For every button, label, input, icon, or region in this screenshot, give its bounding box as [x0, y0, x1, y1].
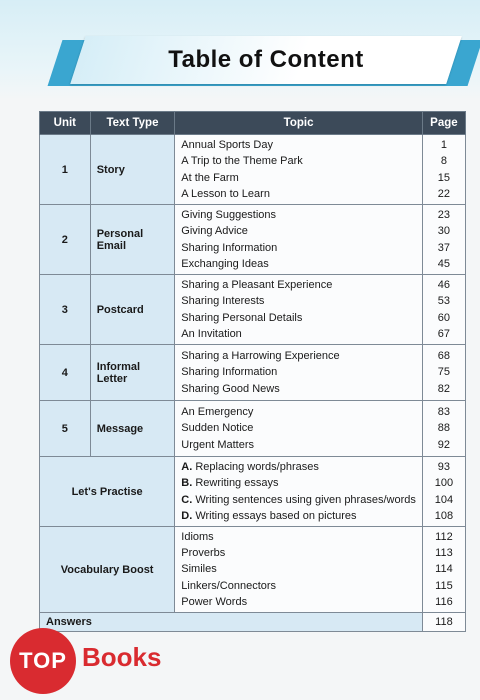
topic-item: An Invitation: [181, 327, 242, 340]
topic-item: A Trip to the Theme Park: [181, 155, 303, 168]
vocabulary-item: Power Words: [181, 595, 248, 608]
practise-text: Writing essays based on pictures: [195, 509, 357, 522]
page-number: 45: [437, 257, 451, 270]
practise-item: [181, 475, 416, 491]
header-text-type: Text Type: [90, 112, 175, 135]
topic-item: An Emergency: [181, 406, 254, 419]
unit-number: 3: [40, 275, 91, 345]
unit-row: [40, 345, 466, 401]
text-type: Postcard: [90, 275, 175, 345]
unit-number: 2: [40, 205, 91, 275]
topic-item: Sharing Personal Details: [181, 311, 303, 324]
page-number: 82: [437, 382, 451, 395]
topic-item: Sharing Interests: [181, 295, 265, 308]
unit-row: [40, 135, 466, 205]
page-number: 93: [437, 461, 451, 474]
topic-item: Sharing a Harrowing Experience: [181, 350, 340, 363]
topic-item: Giving Suggestions: [181, 209, 277, 222]
vocabulary-pages: [422, 527, 465, 613]
practise-label: Let's Practise: [40, 457, 175, 527]
page-number: 92: [437, 438, 451, 451]
practise-text: Writing sentences using given phrases/words: [195, 493, 416, 506]
page-number: 23: [437, 209, 451, 222]
practise-pages: [422, 457, 465, 527]
page-number: 88: [437, 422, 451, 435]
practise-text: Replacing words/phrases: [195, 461, 319, 474]
practise-text: Rewriting essays: [195, 477, 279, 490]
topic-list: [175, 401, 423, 457]
practise-letter: D.: [181, 509, 193, 522]
page-number: 67: [437, 327, 451, 340]
contents-table: [39, 111, 466, 632]
topic-item: Exchanging Ideas: [181, 257, 269, 270]
brand-badge: TOP: [10, 628, 76, 694]
vocabulary-label: Vocabulary Boost: [40, 527, 175, 613]
practise-item: [181, 492, 416, 508]
page-list: [422, 345, 465, 401]
unit-number: 4: [40, 345, 91, 401]
header-page: Page: [422, 112, 465, 135]
page-number: 68: [437, 350, 451, 363]
practise-letter: B.: [181, 477, 193, 490]
topic-item: A Lesson to Learn: [181, 187, 270, 200]
topic-list: [175, 275, 423, 345]
topic-item: At the Farm: [181, 171, 239, 184]
unit-number: 1: [40, 135, 91, 205]
topic-item: Sharing Good News: [181, 382, 280, 395]
topic-item: Sharing Information: [181, 241, 278, 254]
page-number: 112: [435, 530, 453, 543]
unit-row: [40, 205, 466, 275]
page-list: [422, 135, 465, 205]
answers-page: 118: [422, 613, 465, 632]
text-type: Story: [90, 135, 175, 205]
practise-item: [181, 508, 416, 524]
page-number: 83: [437, 406, 451, 419]
vocabulary-item: Similes: [181, 563, 217, 576]
topic-list: [175, 205, 423, 275]
vocabulary-list: [175, 527, 423, 613]
header-row: [40, 112, 466, 135]
unit-row: [40, 275, 466, 345]
page-number: 108: [434, 509, 454, 522]
topic-item: Urgent Matters: [181, 438, 255, 451]
topic-list: [175, 135, 423, 205]
text-type: Informal Letter: [90, 345, 175, 401]
answers-label: Answers: [40, 613, 423, 632]
page-number: 113: [435, 547, 453, 560]
vocabulary-item: Linkers/Connectors: [181, 579, 277, 592]
contents-body: [40, 135, 466, 632]
topic-item: Giving Advice: [181, 225, 248, 238]
header-topic: Topic: [175, 112, 423, 135]
topic-item: Annual Sports Day: [181, 139, 273, 152]
practise-letter: C.: [181, 493, 193, 506]
page-number: 8: [440, 155, 447, 168]
topic-item: Sharing Information: [181, 366, 278, 379]
practise-letter: A.: [181, 461, 193, 474]
practise-list: [175, 457, 423, 527]
page-number: 30: [437, 225, 451, 238]
page-number: 15: [437, 171, 451, 184]
brand-word: Books: [82, 642, 162, 672]
practise-item: [181, 459, 416, 475]
page-number: 37: [437, 241, 451, 254]
page-number: 60: [437, 311, 451, 324]
unit-number: 5: [40, 401, 91, 457]
topic-item: Sharing a Pleasant Experience: [181, 279, 333, 292]
header-unit: Unit: [40, 112, 91, 135]
page-number: 53: [437, 295, 451, 308]
page-number: 75: [437, 366, 451, 379]
text-type: Personal Email: [90, 205, 175, 275]
vocabulary-row: [40, 527, 466, 613]
page-number: 1: [440, 139, 447, 152]
page-title: Table of Content: [168, 46, 364, 73]
text-type: Message: [90, 401, 175, 457]
page-number: 114: [435, 563, 453, 576]
topic-item: Sudden Notice: [181, 422, 254, 435]
vocabulary-item: Proverbs: [181, 547, 226, 560]
page-list: [422, 275, 465, 345]
page-number: 116: [435, 595, 453, 608]
page-number: 104: [434, 493, 454, 506]
practise-row: [40, 457, 466, 527]
unit-row: [40, 401, 466, 457]
page-number: 115: [435, 579, 453, 592]
page-list: [422, 401, 465, 457]
brand-logo: [10, 628, 190, 688]
page-number: 22: [437, 187, 451, 200]
page-number: 100: [434, 477, 454, 490]
vocabulary-item: Idioms: [181, 530, 214, 543]
page-number: 46: [437, 279, 451, 292]
page-list: [422, 205, 465, 275]
topic-list: [175, 345, 423, 401]
